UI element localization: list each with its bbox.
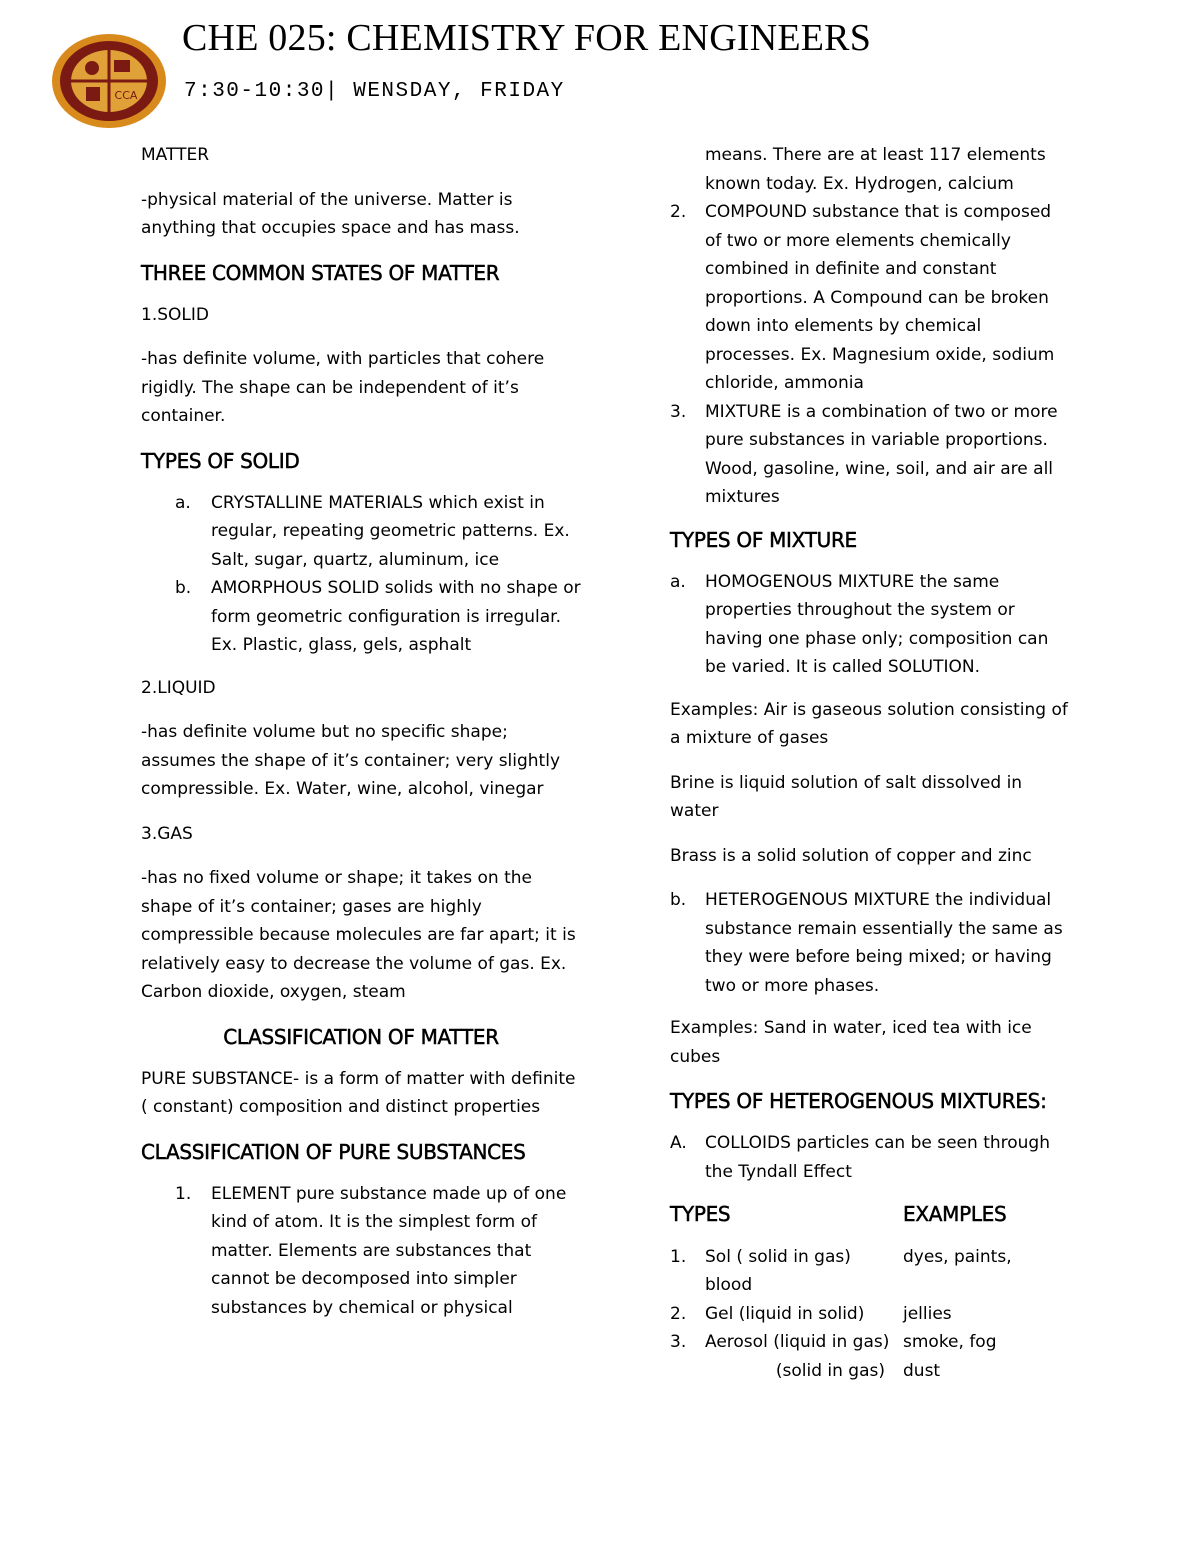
types-of-solid-heading: TYPES OF SOLID	[141, 448, 300, 473]
class-schedule: 7:30-10:30| WENSDAY, FRIDAY	[184, 80, 565, 103]
types-of-heterogenous-heading: TYPES OF HETEROGENOUS MIXTURES:	[670, 1089, 1047, 1113]
pure-substance-definition: PURE SUBSTANCE- is a form of matter with definite ( constant) composition and distinct properties	[141, 1068, 576, 1117]
solid-label: 1.SOLID	[141, 304, 209, 325]
list-item: 1. ELEMENT pure substance made up of one kind of atom. It is the simplest form of matter. Elements are substances that cannot be decomposed into simpler substances by chemical or physical	[175, 1183, 567, 1318]
heterogenous-list	[670, 886, 1070, 1000]
list-item: 2. COMPOUND substance that is composed of two or more elements chemically combined in definite and constant proportions. A Compound can be broken down into elements by chemical processes. Ex. Magnesium oxide, sodium chloride, ammonia	[670, 202, 1055, 393]
classification-pure-heading: CLASSIFICATION OF PURE SUBSTANCES	[141, 1139, 526, 1164]
table-row: 1. Sol ( solid in gas) dyes, paints,	[670, 1246, 1012, 1267]
list-item: A. COLLOIDS particles can be seen through the Tyndall Effect	[670, 1133, 1050, 1182]
svg-text:CCA: CCA	[114, 89, 138, 102]
matter-definition: -physical material of the universe. Matter is anything that occupies space and has mass.	[141, 189, 520, 238]
solid-definition: -has definite volume, with particles that cohere rigidly. The shape can be independent of it’s container.	[141, 349, 545, 426]
gas-definition: -has no fixed volume or shape; it takes on the shape of it’s container; gases are highly compressible because molecules are far apart; it is relatively easy to decrease the volume of gas. Ex. Carbon dioxide, oxygen, steam	[141, 868, 576, 1002]
list-item: a. CRYSTALLINE MATERIALS which exist in regular, repeating geometric patterns. Ex. Salt, sugar, quartz, aluminum, ice	[175, 492, 570, 570]
table-row: 2. Gel (liquid in solid) jellies	[670, 1303, 952, 1324]
heterogenous-examples: Examples: Sand in water, iced tea with ice cubes	[670, 1018, 1032, 1067]
homogenous-example-brass: Brass is a solid solution of copper and zinc	[670, 845, 1032, 866]
left-column	[141, 141, 581, 1336]
table-row: 3. Aerosol (liquid in gas) smoke, fog	[670, 1332, 997, 1352]
pure-substance-list-cont	[670, 198, 1070, 512]
list-item: b. AMORPHOUS SOLID solids with no shape or form geometric configuration is irregular. Ex. Plastic, glass, gels, asphalt	[175, 578, 581, 655]
table-header-types: TYPES	[670, 1202, 731, 1226]
liquid-definition: -has definite volume but no specific shape; assumes the shape of it’s container; very slightly compressible. Ex. Water, wine, alcohol, vinegar	[141, 722, 561, 799]
course-title: CHE 025: CHEMISTRY FOR ENGINEERS	[182, 17, 872, 59]
solid-types-list	[141, 489, 581, 660]
matter-label: MATTER	[141, 145, 209, 165]
table-row: (solid in gas) dust	[775, 1360, 941, 1381]
college-seal-logo	[50, 32, 168, 130]
pure-substance-list	[141, 1180, 581, 1323]
colloids-list	[670, 1129, 1070, 1186]
classification-heading: CLASSIFICATION OF MATTER	[223, 1024, 499, 1049]
list-item: 3. MIXTURE is a combination of two or more pure substances in variable proportions. Wood, gasoline, wine, soil, and air are all mixtures	[670, 401, 1058, 507]
colloid-types-table	[670, 1200, 1070, 1385]
types-of-mixture-heading: TYPES OF MIXTURE	[670, 527, 857, 552]
right-column	[670, 141, 1070, 1385]
homogenous-example-air: Examples: Air is gaseous solution consisting of a mixture of gases	[670, 699, 1068, 748]
table-header-examples: EXAMPLES	[903, 1202, 1007, 1226]
homogenous-example-brine: Brine is liquid solution of salt dissolved in water	[670, 772, 1023, 821]
list-item: b. HETEROGENOUS MIXTURE the individual substance remain essentially the same as they were before being mixed; or having two or more phases.	[670, 890, 1063, 996]
liquid-label: 2.LIQUID	[141, 677, 216, 698]
list-item: a. HOMOGENOUS MIXTURE the same properties throughout the system or having one phase only; composition can be varied. It is called SOLUTION.	[670, 571, 1049, 677]
homogenous-list	[670, 568, 1070, 682]
states-heading: THREE COMMON STATES OF MATTER	[141, 260, 500, 285]
table-row-continuation: blood	[705, 1275, 753, 1295]
element-continuation: means. There are at least 117 elements known today. Ex. Hydrogen, calcium	[705, 145, 1046, 194]
gas-label: 3.GAS	[141, 823, 193, 844]
table-header-row	[670, 1200, 1070, 1229]
